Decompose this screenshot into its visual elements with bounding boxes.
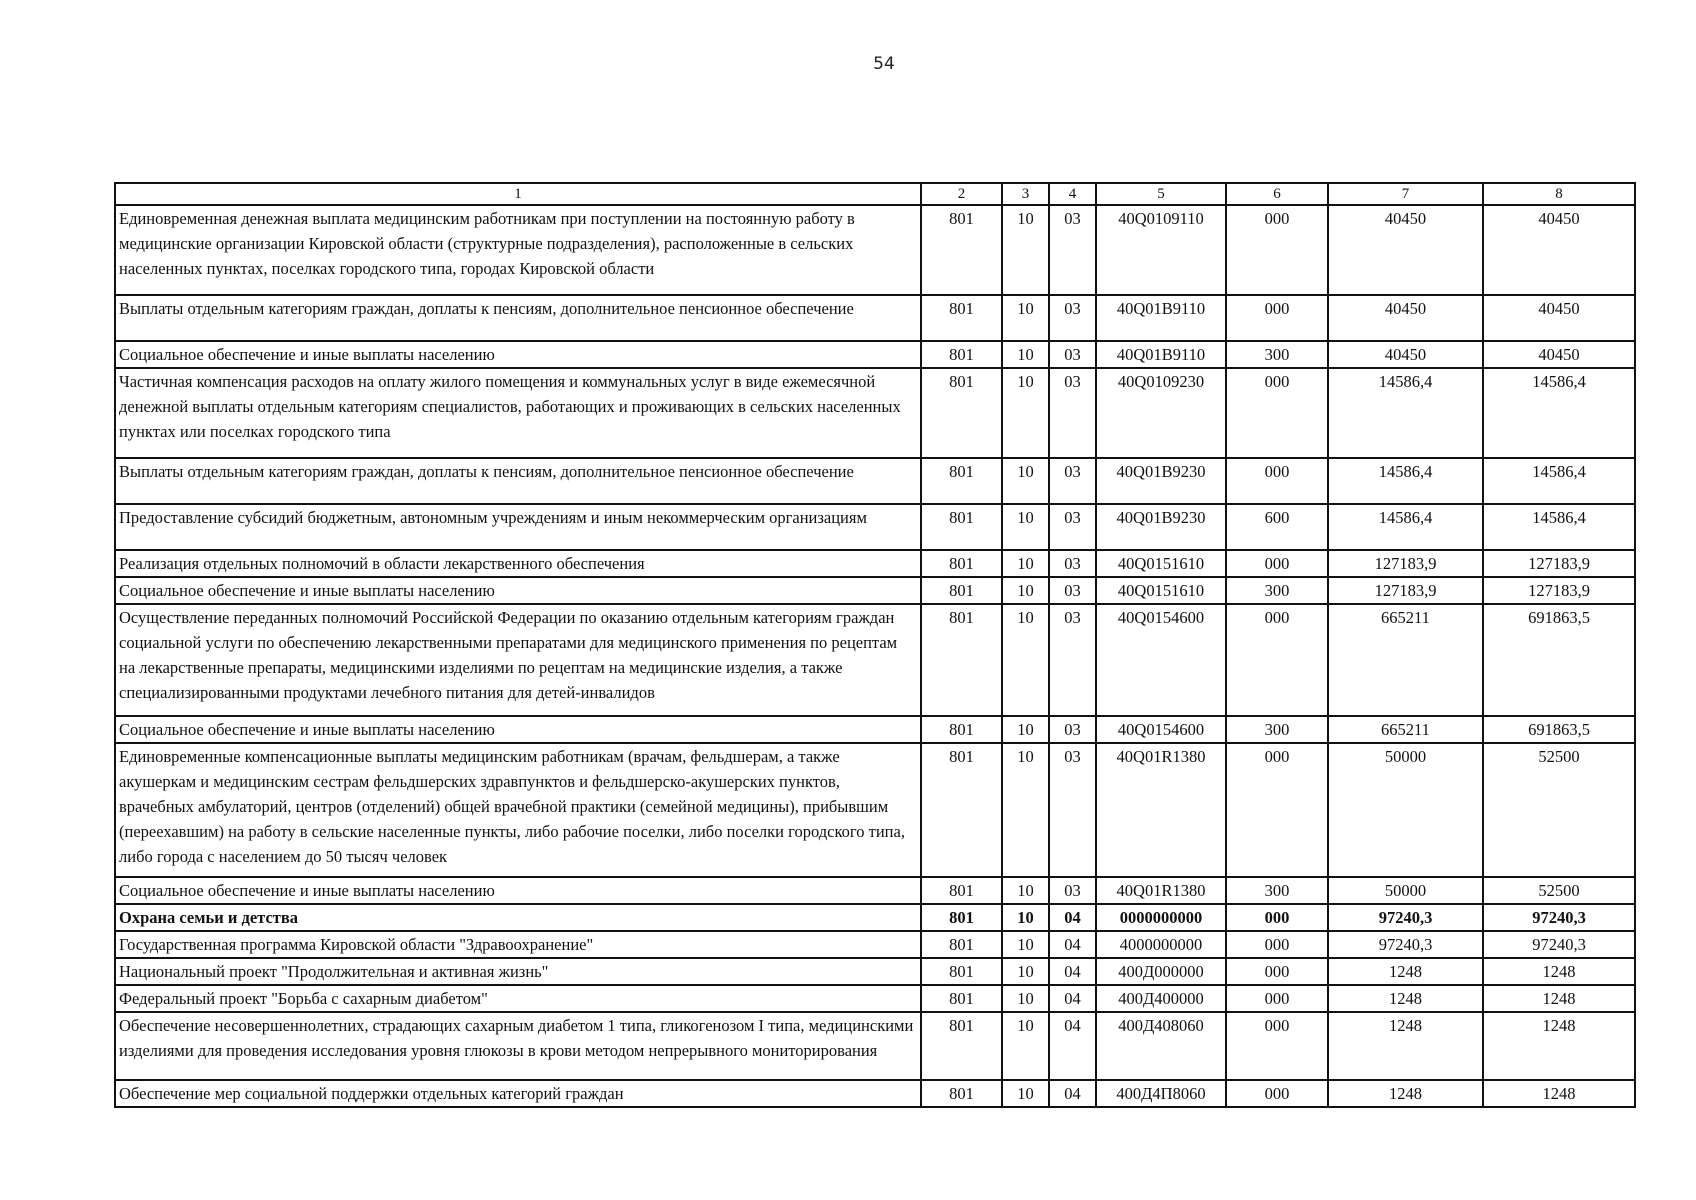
amount-col-7: 40450	[1328, 341, 1483, 368]
code-ministry: 801	[921, 904, 1002, 931]
item-name: Государственная программа Кировской области "Здравоохранение"	[115, 931, 921, 958]
header-col-4: 4	[1049, 183, 1096, 205]
table-row	[115, 604, 1635, 716]
item-name: Предоставление субсидий бюджетным, автономным учреждениям и иным некоммерческим организациям	[115, 504, 921, 550]
code-expense-type: 000	[1226, 743, 1328, 877]
code-section: 10	[1002, 958, 1049, 985]
code-subsection: 04	[1049, 985, 1096, 1012]
code-target-item: 400Д000000	[1096, 958, 1226, 985]
table-row	[115, 341, 1635, 368]
code-expense-type: 300	[1226, 341, 1328, 368]
code-target-item: 40Q01R1380	[1096, 877, 1226, 904]
table-row	[115, 295, 1635, 341]
item-name: Осуществление переданных полномочий Российской Федерации по оказанию отдельным категориям граждан социальной услуги по обеспечению лекарственными препаратами для медицинского применения по рецептам на лекарственные препараты, медицинскими изделиями по рецептам на медицинские изделия, а также специализированными продуктами лечебного питания для детей-инвалидов	[115, 604, 921, 716]
code-target-item: 400Д400000	[1096, 985, 1226, 1012]
header-col-1: 1	[115, 183, 921, 205]
table-row	[115, 877, 1635, 904]
code-expense-type: 000	[1226, 368, 1328, 458]
table-row	[115, 368, 1635, 458]
amount-col-7: 665211	[1328, 716, 1483, 743]
code-expense-type: 300	[1226, 577, 1328, 604]
code-subsection: 03	[1049, 504, 1096, 550]
item-name: Выплаты отдельным категориям граждан, доплаты к пенсиям, дополнительное пенсионное обеспечение	[115, 458, 921, 504]
code-expense-type: 000	[1226, 295, 1328, 341]
amount-col-7: 1248	[1328, 1080, 1483, 1107]
amount-col-7: 1248	[1328, 958, 1483, 985]
code-expense-type: 300	[1226, 877, 1328, 904]
amount-col-8: 691863,5	[1483, 716, 1635, 743]
code-expense-type: 000	[1226, 931, 1328, 958]
amount-col-8: 691863,5	[1483, 604, 1635, 716]
amount-col-8: 14586,4	[1483, 504, 1635, 550]
code-target-item: 40Q01R1380	[1096, 743, 1226, 877]
code-target-item: 40Q0151610	[1096, 550, 1226, 577]
table-row	[115, 1012, 1635, 1080]
code-target-item: 400Д408060	[1096, 1012, 1226, 1080]
code-expense-type: 600	[1226, 504, 1328, 550]
code-target-item: 40Q01B9110	[1096, 295, 1226, 341]
header-col-6: 6	[1226, 183, 1328, 205]
code-expense-type: 000	[1226, 550, 1328, 577]
code-ministry: 801	[921, 743, 1002, 877]
item-name: Охрана семьи и детства	[115, 904, 921, 931]
item-name: Обеспечение несовершеннолетних, страдающих сахарным диабетом 1 типа, гликогенозом I типа, медицинскими изделиями для проведения исследования уровня глюкозы в крови методом непрерывного мониторирования	[115, 1012, 921, 1080]
code-expense-type: 300	[1226, 716, 1328, 743]
code-subsection: 03	[1049, 743, 1096, 877]
code-target-item: 40Q0154600	[1096, 716, 1226, 743]
amount-col-7: 97240,3	[1328, 931, 1483, 958]
code-subsection: 03	[1049, 205, 1096, 295]
budget-table	[114, 182, 1636, 1108]
code-expense-type: 000	[1226, 904, 1328, 931]
code-target-item: 40Q0151610	[1096, 577, 1226, 604]
code-subsection: 03	[1049, 368, 1096, 458]
code-target-item: 4000000000	[1096, 931, 1226, 958]
table-body	[115, 205, 1635, 1107]
code-target-item: 400Д4П8060	[1096, 1080, 1226, 1107]
item-name: Социальное обеспечение и иные выплаты населению	[115, 877, 921, 904]
code-ministry: 801	[921, 1080, 1002, 1107]
code-target-item: 40Q0154600	[1096, 604, 1226, 716]
amount-col-8: 52500	[1483, 743, 1635, 877]
code-section: 10	[1002, 985, 1049, 1012]
amount-col-7: 127183,9	[1328, 577, 1483, 604]
amount-col-7: 97240,3	[1328, 904, 1483, 931]
header-col-3: 3	[1002, 183, 1049, 205]
code-subsection: 04	[1049, 904, 1096, 931]
amount-col-7: 50000	[1328, 743, 1483, 877]
table-row	[115, 985, 1635, 1012]
code-ministry: 801	[921, 1012, 1002, 1080]
table-row	[115, 743, 1635, 877]
code-ministry: 801	[921, 205, 1002, 295]
code-ministry: 801	[921, 295, 1002, 341]
amount-col-8: 1248	[1483, 1012, 1635, 1080]
code-expense-type: 000	[1226, 205, 1328, 295]
code-subsection: 04	[1049, 931, 1096, 958]
item-name: Социальное обеспечение и иные выплаты населению	[115, 341, 921, 368]
amount-col-7: 14586,4	[1328, 368, 1483, 458]
code-target-item: 40Q01B9230	[1096, 504, 1226, 550]
code-ministry: 801	[921, 458, 1002, 504]
amount-col-8: 127183,9	[1483, 577, 1635, 604]
amount-col-8: 1248	[1483, 958, 1635, 985]
code-ministry: 801	[921, 604, 1002, 716]
code-ministry: 801	[921, 368, 1002, 458]
code-subsection: 03	[1049, 577, 1096, 604]
code-target-item: 40Q0109230	[1096, 368, 1226, 458]
code-section: 10	[1002, 577, 1049, 604]
header-col-8: 8	[1483, 183, 1635, 205]
code-ministry: 801	[921, 877, 1002, 904]
amount-col-7: 1248	[1328, 1012, 1483, 1080]
code-subsection: 03	[1049, 604, 1096, 716]
amount-col-8: 97240,3	[1483, 904, 1635, 931]
code-ministry: 801	[921, 504, 1002, 550]
code-section: 10	[1002, 931, 1049, 958]
table-row	[115, 577, 1635, 604]
item-name: Реализация отдельных полномочий в области лекарственного обеспечения	[115, 550, 921, 577]
amount-col-7: 665211	[1328, 604, 1483, 716]
amount-col-8: 40450	[1483, 295, 1635, 341]
amount-col-7: 50000	[1328, 877, 1483, 904]
item-name: Федеральный проект "Борьба с сахарным диабетом"	[115, 985, 921, 1012]
item-name: Национальный проект "Продолжительная и активная жизнь"	[115, 958, 921, 985]
header-col-5: 5	[1096, 183, 1226, 205]
code-target-item: 40Q01B9110	[1096, 341, 1226, 368]
code-expense-type: 000	[1226, 1080, 1328, 1107]
table-row	[115, 904, 1635, 931]
code-ministry: 801	[921, 985, 1002, 1012]
table-row	[115, 550, 1635, 577]
amount-col-8: 40450	[1483, 205, 1635, 295]
code-section: 10	[1002, 205, 1049, 295]
header-col-2: 2	[921, 183, 1002, 205]
table-row	[115, 205, 1635, 295]
item-name: Социальное обеспечение и иные выплаты населению	[115, 577, 921, 604]
code-section: 10	[1002, 1080, 1049, 1107]
table-row	[115, 458, 1635, 504]
amount-col-7: 14586,4	[1328, 504, 1483, 550]
table-row	[115, 716, 1635, 743]
code-ministry: 801	[921, 341, 1002, 368]
table-row	[115, 1080, 1635, 1107]
page-number: 54	[873, 54, 895, 74]
item-name: Единовременная денежная выплата медицинским работникам при поступлении на постоянную работу в медицинские организации Кировской области (структурные подразделения), расположенные в сельских населенных пунктах, поселках городского типа, городах Кировской области	[115, 205, 921, 295]
amount-col-7: 40450	[1328, 205, 1483, 295]
amount-col-8: 1248	[1483, 985, 1635, 1012]
code-subsection: 03	[1049, 716, 1096, 743]
item-name: Единовременные компенсационные выплаты медицинским работникам (врачам, фельдшерам, а также акушеркам и медицинским сестрам фельдшерских здравпунктов и фельдшерско-акушерских пунктов, врачебных амбулаторий, центров (отделений) общей врачебной практики (семейной медицины), прибывшим (переехавшим) на работу в сельские населенные пункты, либо рабочие поселки, либо поселки городского типа, либо города с населением до 50 тысяч человек	[115, 743, 921, 877]
code-expense-type: 000	[1226, 458, 1328, 504]
header-col-7: 7	[1328, 183, 1483, 205]
code-expense-type: 000	[1226, 958, 1328, 985]
amount-col-8: 1248	[1483, 1080, 1635, 1107]
code-target-item: 0000000000	[1096, 904, 1226, 931]
item-name: Социальное обеспечение и иные выплаты населению	[115, 716, 921, 743]
amount-col-8: 97240,3	[1483, 931, 1635, 958]
amount-col-7: 14586,4	[1328, 458, 1483, 504]
code-section: 10	[1002, 904, 1049, 931]
amount-col-7: 127183,9	[1328, 550, 1483, 577]
code-section: 10	[1002, 504, 1049, 550]
code-subsection: 03	[1049, 341, 1096, 368]
code-section: 10	[1002, 550, 1049, 577]
code-section: 10	[1002, 368, 1049, 458]
code-subsection: 04	[1049, 1012, 1096, 1080]
code-ministry: 801	[921, 931, 1002, 958]
code-subsection: 04	[1049, 958, 1096, 985]
code-ministry: 801	[921, 716, 1002, 743]
code-target-item: 40Q0109110	[1096, 205, 1226, 295]
code-subsection: 03	[1049, 877, 1096, 904]
amount-col-8: 40450	[1483, 341, 1635, 368]
amount-col-7: 40450	[1328, 295, 1483, 341]
code-subsection: 03	[1049, 295, 1096, 341]
table-row	[115, 931, 1635, 958]
code-section: 10	[1002, 458, 1049, 504]
code-expense-type: 000	[1226, 1012, 1328, 1080]
amount-col-7: 1248	[1328, 985, 1483, 1012]
code-section: 10	[1002, 341, 1049, 368]
code-ministry: 801	[921, 550, 1002, 577]
code-section: 10	[1002, 743, 1049, 877]
code-subsection: 03	[1049, 458, 1096, 504]
table-row	[115, 958, 1635, 985]
table-row	[115, 504, 1635, 550]
code-section: 10	[1002, 1012, 1049, 1080]
code-section: 10	[1002, 877, 1049, 904]
item-name: Частичная компенсация расходов на оплату жилого помещения и коммунальных услуг в виде ежемесячной денежной выплаты отдельным категориям специалистов, работающих и проживающих в сельских населенных пунктах или поселках городского типа	[115, 368, 921, 458]
amount-col-8: 52500	[1483, 877, 1635, 904]
code-ministry: 801	[921, 577, 1002, 604]
item-name: Выплаты отдельным категориям граждан, доплаты к пенсиям, дополнительное пенсионное обеспечение	[115, 295, 921, 341]
code-section: 10	[1002, 716, 1049, 743]
code-expense-type: 000	[1226, 985, 1328, 1012]
amount-col-8: 127183,9	[1483, 550, 1635, 577]
code-section: 10	[1002, 604, 1049, 716]
code-section: 10	[1002, 295, 1049, 341]
amount-col-8: 14586,4	[1483, 368, 1635, 458]
code-ministry: 801	[921, 958, 1002, 985]
code-target-item: 40Q01B9230	[1096, 458, 1226, 504]
code-subsection: 03	[1049, 550, 1096, 577]
amount-col-8: 14586,4	[1483, 458, 1635, 504]
item-name: Обеспечение мер социальной поддержки отдельных категорий граждан	[115, 1080, 921, 1107]
code-expense-type: 000	[1226, 604, 1328, 716]
table-header-row	[115, 183, 1635, 205]
code-subsection: 04	[1049, 1080, 1096, 1107]
